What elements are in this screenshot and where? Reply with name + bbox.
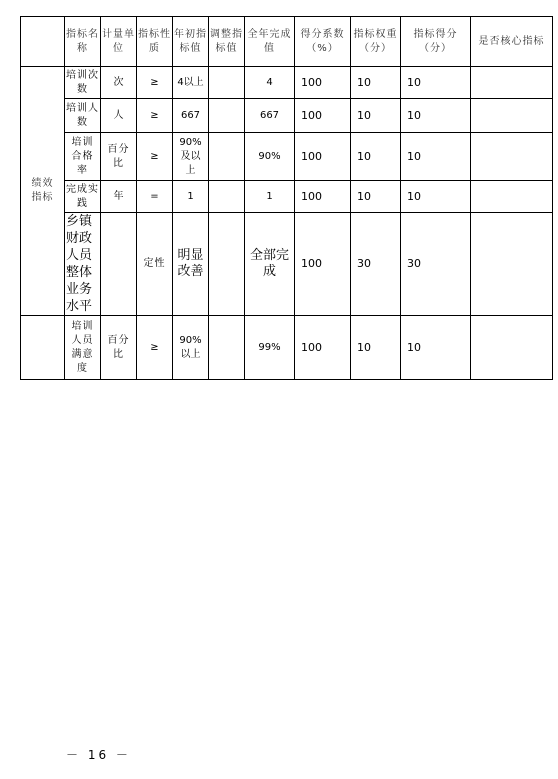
cell-completed: 全部完成 — [245, 213, 295, 316]
cell-initial: 667 — [173, 99, 209, 133]
cell-nature: ≥ — [137, 133, 173, 181]
cell-core — [471, 133, 553, 181]
cell-weight: 10 — [351, 133, 401, 181]
cell-coefficient: 100 — [295, 99, 351, 133]
performance-indicator-table — [20, 16, 553, 380]
cell-score: 10 — [401, 316, 471, 380]
cell-nature: ≥ — [137, 99, 173, 133]
cell-adjusted — [209, 67, 245, 99]
table-row — [21, 99, 553, 133]
table-row — [21, 316, 553, 380]
cell-name: 培训人员满意度 — [65, 316, 101, 380]
header-completed-value: 全年完成值 — [245, 17, 295, 67]
cell-name: 培训次数 — [65, 67, 101, 99]
cell-nature: ≥ — [137, 316, 173, 380]
table-row — [21, 67, 553, 99]
cell-completed: 667 — [245, 99, 295, 133]
cell-initial: 90%及以上 — [173, 133, 209, 181]
cell-weight: 10 — [351, 181, 401, 213]
cell-coefficient: 100 — [295, 316, 351, 380]
cell-score: 30 — [401, 213, 471, 316]
cell-coefficient: 100 — [295, 213, 351, 316]
cell-score: 10 — [401, 181, 471, 213]
cell-nature: ≥ — [137, 67, 173, 99]
cell-coefficient: 100 — [295, 181, 351, 213]
cell-completed: 4 — [245, 67, 295, 99]
header-indicator-name: 指标名称 — [65, 17, 101, 67]
header-unit: 计量单位 — [101, 17, 137, 67]
category-cell: 绩效指标 — [21, 67, 65, 316]
header-initial-value: 年初指标值 — [173, 17, 209, 67]
cell-adjusted — [209, 213, 245, 316]
cell-coefficient: 100 — [295, 67, 351, 99]
cell-core — [471, 99, 553, 133]
cell-initial: 明显改善 — [173, 213, 209, 316]
cell-name: 完成实践 — [65, 181, 101, 213]
cell-name: 培训合格率 — [65, 133, 101, 181]
cell-initial: 90%以上 — [173, 316, 209, 380]
cell-unit: 人 — [101, 99, 137, 133]
cell-core — [471, 181, 553, 213]
cell-adjusted — [209, 99, 245, 133]
header-nature: 指标性质 — [137, 17, 173, 67]
cell-weight: 10 — [351, 99, 401, 133]
cell-unit: 次 — [101, 67, 137, 99]
cell-weight: 30 — [351, 213, 401, 316]
cell-initial: 4以上 — [173, 67, 209, 99]
cell-core — [471, 316, 553, 380]
cell-nature: = — [137, 181, 173, 213]
page-number: － 16 － — [66, 748, 131, 762]
cell-score: 10 — [401, 133, 471, 181]
header-score: 指标得分（分） — [401, 17, 471, 67]
category-blank — [21, 316, 65, 380]
table-row — [21, 213, 553, 316]
cell-weight: 10 — [351, 316, 401, 380]
cell-nature: 定性 — [137, 213, 173, 316]
cell-core — [471, 213, 553, 316]
cell-initial: 1 — [173, 181, 209, 213]
header-row — [21, 17, 553, 67]
cell-unit — [101, 213, 137, 316]
cell-unit: 百分比 — [101, 133, 137, 181]
cell-adjusted — [209, 181, 245, 213]
header-weight: 指标权重（分） — [351, 17, 401, 67]
cell-completed: 99% — [245, 316, 295, 380]
table-row — [21, 181, 553, 213]
header-score-coefficient: 得分系数（%） — [295, 17, 351, 67]
header-blank — [21, 17, 65, 67]
cell-score: 10 — [401, 99, 471, 133]
cell-completed: 90% — [245, 133, 295, 181]
cell-score: 10 — [401, 67, 471, 99]
cell-adjusted — [209, 133, 245, 181]
cell-coefficient: 100 — [295, 133, 351, 181]
cell-adjusted — [209, 316, 245, 380]
header-adjusted-value: 调整指标值 — [209, 17, 245, 67]
cell-unit: 百分比 — [101, 316, 137, 380]
cell-core — [471, 67, 553, 99]
table-row — [21, 133, 553, 181]
cell-weight: 10 — [351, 67, 401, 99]
cell-unit: 年 — [101, 181, 137, 213]
header-is-core: 是否核心指标 — [471, 17, 553, 67]
cell-name: 乡镇财政人员整体业务水平 — [65, 213, 101, 316]
cell-completed: 1 — [245, 181, 295, 213]
cell-name: 培训人数 — [65, 99, 101, 133]
